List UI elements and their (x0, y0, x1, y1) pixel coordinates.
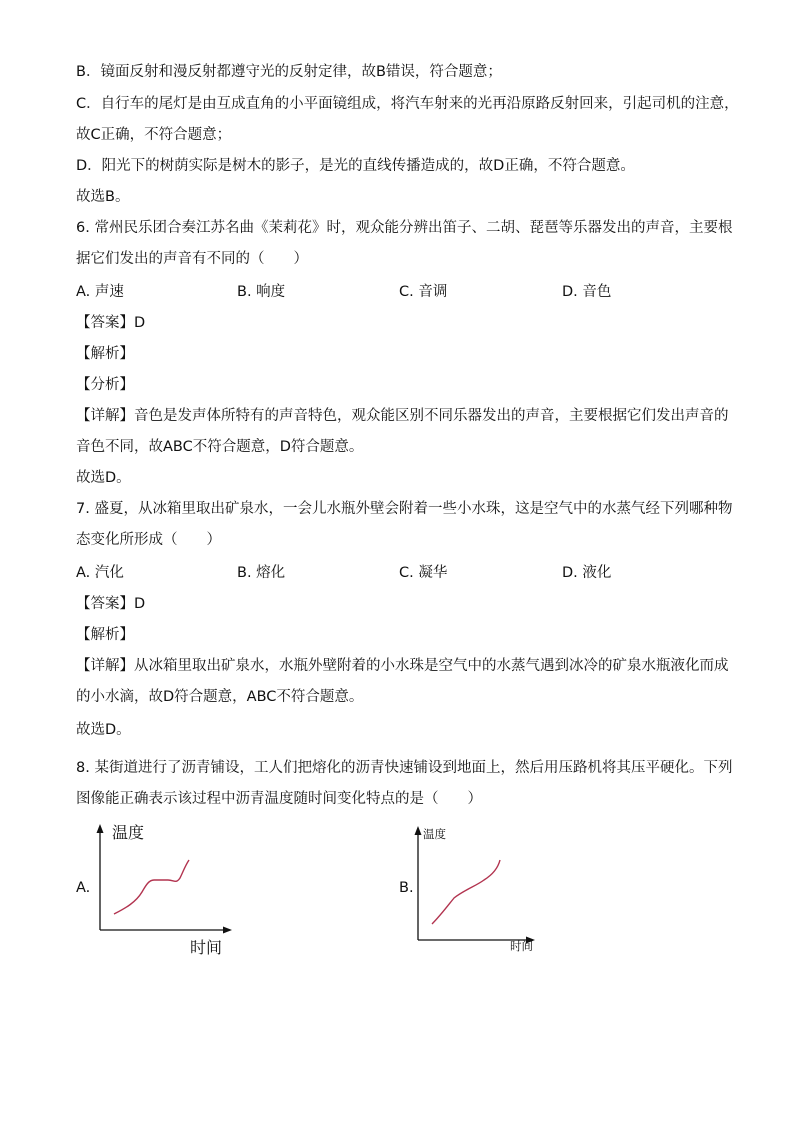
q6-stem-line2: 据它们发出的声音有不同的（ ） (76, 251, 308, 267)
q7-option-b: B. 熔化 (237, 565, 286, 581)
q8-stem-line2: 图像能正确表示该过程中沥青温度随时间变化特点的是（ ） (76, 791, 482, 807)
q8-stem-line1: 8. 某街道进行了沥青铺设，工人们把熔化的沥青快速铺设到地面上，然后用压路机将其压平硬化。下列 (76, 760, 733, 776)
q6-option-d: D. 音色 (562, 284, 612, 300)
q7-choose: 故选D。 (76, 722, 131, 738)
q6-option-a: A. 声速 (76, 284, 124, 300)
q8-graph-b (410, 818, 540, 960)
q6-option-b: B. 响度 (237, 284, 286, 300)
graph-b-curve-continuous (432, 860, 500, 924)
graph-a-curve-plateau (114, 860, 189, 914)
q8-option-b-label: B. (399, 880, 414, 896)
q6-fenxi-heading: 【分析】 (76, 377, 134, 393)
q7-detail-line1: 【详解】从冰箱里取出矿泉水，水瓶外壁附着的小水珠是空气中的水蒸气遇到冰冷的矿泉水瓶液化而成 (76, 658, 729, 674)
q6-answer: 【答案】D (76, 315, 146, 331)
q7-analysis-heading: 【解析】 (76, 627, 134, 643)
q5-option-d-explanation: D．阳光下的树荫实际是树木的影子，是光的直线传播造成的，故D正确，不符合题意。 (76, 158, 635, 174)
graph-a-x-label: 时间 (190, 938, 223, 957)
q6-detail-line2: 音色不同，故ABC不符合题意，D符合题意。 (76, 439, 364, 455)
q7-option-c: C. 凝华 (399, 565, 448, 581)
q5-option-c-explanation-line1: C．自行车的尾灯是由互成直角的小平面镜组成，将汽车射来的光再沿原路反射回来，引起司机的注意， (76, 96, 739, 112)
graph-a-y-label: 温度 (112, 823, 145, 842)
q7-answer: 【答案】D (76, 596, 146, 612)
graph-a-y-arrow (97, 824, 104, 833)
graph-b-y-label: 温度 (423, 827, 446, 841)
q6-detail-line1: 【详解】音色是发声体所特有的声音特色，观众能区别不同乐器发出的声音，主要根据它们发出声音的 (76, 408, 729, 424)
q6-option-c: C. 音调 (399, 284, 448, 300)
q6-stem-line1: 6. 常州民乐团合奏江苏名曲《茉莉花》时，观众能分辨出笛子、二胡、琵琶等乐器发出的声音，主要根 (76, 220, 733, 236)
q5-option-c-explanation-line2: 故C正确，不符合题意； (76, 127, 232, 143)
q7-option-d: D. 液化 (562, 565, 612, 581)
q7-detail-line2: 的小水滴，故D符合题意，ABC不符合题意。 (76, 689, 364, 705)
q5-option-b-explanation: B．镜面反射和漫反射都遵守光的反射定律，故B错误，符合题意； (76, 64, 502, 80)
q7-stem-line2: 态变化所形成（ ） (76, 532, 221, 548)
q6-choose: 故选D。 (76, 470, 131, 486)
graph-b-x-label: 时间 (510, 939, 533, 953)
graph-b-y-arrow (415, 826, 422, 835)
q6-analysis-heading: 【解析】 (76, 346, 134, 362)
graph-a-x-arrow (223, 927, 232, 934)
q7-option-a: A. 汽化 (76, 565, 124, 581)
q8-option-a-label: A. (76, 880, 91, 896)
q5-choose: 故选B。 (76, 189, 130, 205)
q8-graph-a (92, 818, 242, 960)
q7-stem-line1: 7. 盛夏，从冰箱里取出矿泉水，一会儿水瓶外壁会附着一些小水珠，这是空气中的水蒸气经下列哪种物 (76, 501, 733, 517)
